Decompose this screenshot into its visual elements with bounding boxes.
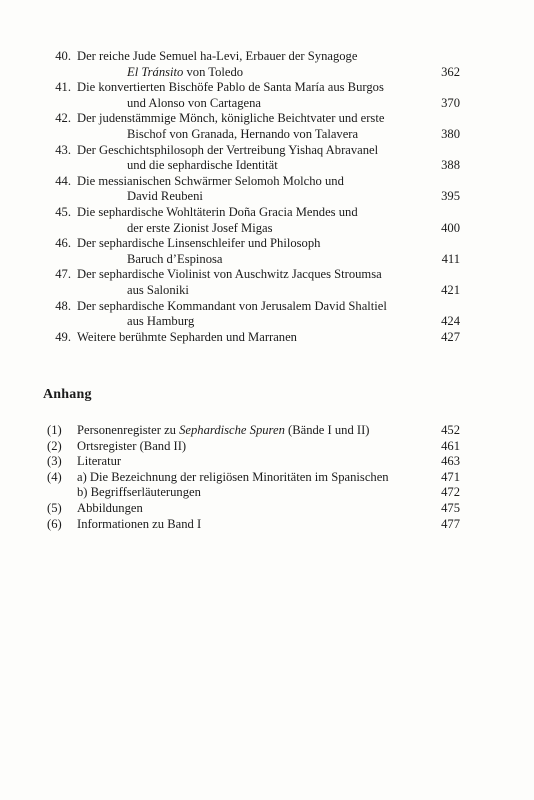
item-page: 471: [441, 469, 460, 484]
item-page: 463: [441, 454, 460, 469]
item-page: 461: [441, 438, 460, 453]
toc-entry-45: [43, 205, 463, 236]
item-number: (1): [47, 423, 62, 437]
toc-entry-40: [43, 49, 463, 80]
entry-title-italic: El Tránsito: [127, 64, 184, 79]
entry-number: 42.: [55, 111, 71, 126]
entry-title-line2: und Alonso von Cartagena: [127, 95, 261, 110]
anhang-item-4b: [43, 485, 463, 501]
entry-page: 388: [441, 158, 460, 173]
entry-title-line2: aus Hamburg: [127, 314, 195, 329]
entry-title-line1: Die messianischen Schwärmer Selomoh Molcho und: [77, 173, 344, 188]
item-number: (4): [47, 469, 62, 484]
entry-title-line2: aus Saloniki: [127, 282, 189, 297]
entry-title-line1: Der judenstämmige Mönch, königliche Beichtvater und erste: [77, 111, 385, 126]
anhang-item-6: [43, 517, 463, 533]
item-number: (6): [47, 516, 62, 531]
entry-title-line2: Bischof von Granada, Hernando von Talavera: [127, 126, 359, 141]
item-number: (2): [47, 438, 62, 453]
item-page: 452: [441, 423, 460, 437]
section-heading-anhang: Anhang: [43, 387, 92, 402]
item-page: 472: [441, 485, 460, 500]
entry-title-line2: von Toledo: [183, 64, 244, 79]
item-number: (3): [47, 454, 62, 469]
toc-entry-44: [43, 174, 463, 205]
anhang-item-4a: [43, 470, 463, 486]
entry-number: 49.: [55, 329, 71, 344]
entry-title-line2: und die sephardische Identität: [127, 158, 278, 173]
entry-page: 424: [441, 314, 460, 329]
item-text: Informationen zu Band I: [77, 516, 202, 531]
item-text-italic: Sephardische Spuren: [179, 423, 285, 437]
entry-page: 362: [441, 64, 460, 79]
entry-page: 370: [441, 95, 460, 110]
toc-entry-41: [43, 80, 463, 111]
toc-entry-49: [43, 330, 463, 346]
toc-entry-46: [43, 236, 463, 267]
entry-page: 411: [441, 251, 460, 266]
entry-title-line1: Der sephardische Violinist von Auschwitz Jacques Stroumsa: [77, 267, 382, 282]
item-number: (5): [47, 500, 62, 515]
anhang-item-5: [43, 501, 463, 517]
entry-title-line1: Der Geschichtsphilosoph der Vertreibung Yishaq Abravanel: [77, 142, 379, 157]
entry-number: 43.: [55, 142, 71, 157]
item-text: Literatur: [77, 454, 122, 469]
entry-page: 380: [441, 126, 460, 141]
entry-title-line1: Weitere berühmte Sepharden und Marranen: [77, 329, 297, 344]
entry-number: 41.: [55, 80, 71, 95]
anhang-item-2: [43, 439, 463, 455]
entry-number: 44.: [55, 173, 71, 188]
item-text: Abbildungen: [77, 500, 143, 515]
entry-title-line1: Der sephardische Linsenschleifer und Philosoph: [77, 236, 321, 251]
entry-number: 40.: [55, 49, 71, 63]
entry-number: 48.: [55, 298, 71, 313]
anhang-item-1: [43, 423, 463, 439]
entry-page: 427: [441, 329, 460, 344]
entry-title-line1: Die sephardische Wohltäterin Doña Gracia Mendes und: [77, 204, 358, 219]
entry-title-line1: Der reiche Jude Semuel ha-Levi, Erbauer der Synagoge: [77, 49, 358, 63]
entry-page: 421: [441, 282, 460, 297]
toc-entry-42: [43, 111, 463, 142]
toc-entry-43: [43, 143, 463, 174]
toc-list: [43, 49, 463, 345]
entry-title-line2: der erste Zionist Josef Migas: [127, 220, 273, 235]
item-page: 477: [441, 516, 460, 531]
entry-number: 45.: [55, 204, 71, 219]
anhang-item-3: [43, 454, 463, 470]
anhang-list: [43, 423, 463, 532]
item-text: b) Begriffserläuterungen: [77, 485, 201, 500]
item-text: a) Die Bezeichnung der religiösen Minoritäten im Spanischen: [77, 469, 389, 484]
entry-title-line2: Baruch d’Espinosa: [127, 251, 223, 266]
item-page: 475: [441, 500, 460, 515]
item-text: Ortsregister (Band II): [77, 438, 187, 453]
entry-page: 400: [441, 220, 460, 235]
entry-number: 46.: [55, 236, 71, 251]
entry-title-line1: Die konvertierten Bischöfe Pablo de Santa María aus Burgos: [77, 80, 384, 95]
entry-title-line2: David Reubeni: [127, 189, 203, 204]
item-text-post: (Bände I und II): [284, 423, 370, 437]
entry-title-line1: Der sephardische Kommandant von Jerusalem David Shaltiel: [77, 298, 387, 313]
item-text: Personenregister zu: [77, 423, 180, 437]
entry-number: 47.: [55, 267, 71, 282]
toc-entry-47: [43, 267, 463, 298]
toc-entry-48: [43, 299, 463, 330]
entry-page: 395: [441, 189, 460, 204]
